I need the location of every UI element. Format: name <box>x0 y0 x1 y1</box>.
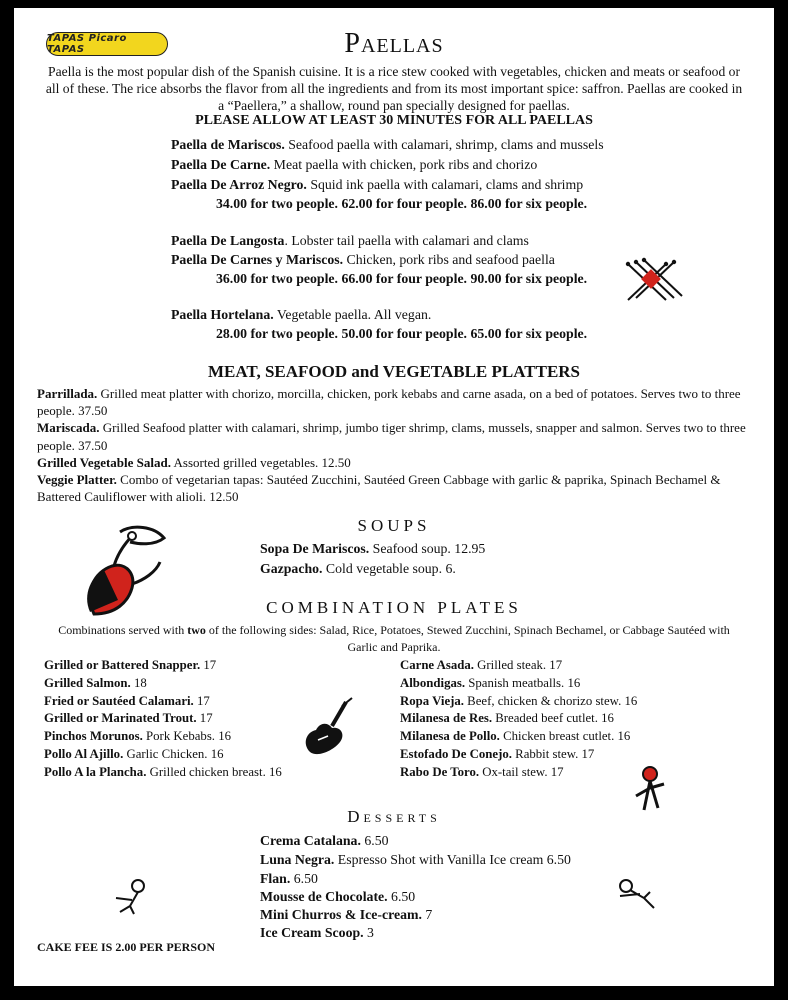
platter-item: Grilled Vegetable Salad. Assorted grilled vegetables. 12.50 <box>37 454 351 470</box>
combo-item: Estofado De Conejo. Rabbit stew. 17 <box>400 746 595 761</box>
combo-item: Pollo Al Ajillo. Garlic Chicken. 16 <box>44 746 224 761</box>
crossed-sticks-illustration <box>622 256 684 304</box>
combo-item: Milanesa de Pollo. Chicken breast cutlet. 16 <box>400 729 631 744</box>
soup-item: Sopa De Mariscos. Seafood soup. 12.95 <box>260 541 486 556</box>
combo-item: Ropa Vieja. Beef, chicken & chorizo stew. 16 <box>400 693 638 708</box>
dessert-item: Mini Churros & Ice-cream. 7 <box>260 907 433 922</box>
combos-note: Combinations served with two of the following sides: Salad, Rice, Potatoes, Stewed Zucchini, Spinach Bechamel, or Cabbage Sautéed with Garlic and Paprika. <box>58 623 730 654</box>
cake-fee-note: CAKE FEE IS 2.00 PER PERSON <box>37 940 216 954</box>
combos-left-column <box>44 657 282 782</box>
combo-item: Grilled or Marinated Trout. 17 <box>44 711 213 726</box>
combo-item: Fried or Sautéed Calamari. 17 <box>44 693 210 708</box>
platter-item: Veggie Platter. Combo of vegetarian tapas: Sautéed Zucchini, Sautéed Green Cabbage with garlic & paprika, Spinach Bechamel & Battered Cauliflower with alioli. 12.50 <box>37 472 721 505</box>
combo-item: Pinchos Morunos. Pork Kebabs. 16 <box>44 729 231 744</box>
desserts-heading: Desserts <box>347 807 441 826</box>
menu-item: Paella de Mariscos. Seafood paella with calamari, shrimp, clams and mussels <box>171 137 604 152</box>
menu-item: Paella De Arroz Negro. Squid ink paella with calamari, clams and shrimp <box>171 177 584 192</box>
right-dessert-figure-illustration <box>614 874 660 914</box>
platter-item: Mariscada. Grilled Seafood platter with calamari, shrimp, jumbo tiger shrimp, clams, mussels, snapper and salmon. Serves two to three people. 37.50 <box>37 420 746 453</box>
restaurant-logo: TAPAS Picaro TAPAS <box>46 32 168 56</box>
combo-item: Carne Asada. Grilled steak. 17 <box>400 658 563 672</box>
combos-right-column <box>400 657 637 782</box>
combo-item: Rabo De Toro. Ox-tail stew. 17 <box>400 764 564 779</box>
combo-item: Albondigas. Spanish meatballs. 16 <box>400 675 581 690</box>
dessert-item: Luna Negra. Espresso Shot with Vanilla Ice cream 6.50 <box>260 852 571 867</box>
combo-item: Pollo A la Plancha. Grilled chicken breast. 16 <box>44 764 282 779</box>
price-line: 34.00 for two people. 62.00 for four people. 86.00 for six people. <box>216 196 588 211</box>
price-line: 28.00 for two people. 50.00 for four people. 65.00 for six people. <box>216 326 588 341</box>
combo-item: Grilled or Battered Snapper. 17 <box>44 658 217 672</box>
menu-item: Paella De Langosta. Lobster tail paella with calamari and clams <box>171 233 529 248</box>
dessert-item: Mousse de Chocolate. 6.50 <box>260 889 416 904</box>
combo-item: Grilled Salmon. 18 <box>44 675 147 690</box>
platters-heading: MEAT, SEAFOOD and VEGETABLE PLATTERS <box>207 362 581 381</box>
dessert-item: Crema Catalana. 6.50 <box>260 833 389 848</box>
dessert-item: Ice Cream Scoop. 3 <box>260 925 374 940</box>
menu-item: Paella De Carne. Meat paella with chicken, pork ribs and chorizo <box>171 157 538 172</box>
menu-item: Paella De Carnes y Mariscos. Chicken, pork ribs and seafood paella <box>171 252 555 267</box>
combo-item: Milanesa de Res. Breaded beef cutlet. 16 <box>400 711 614 726</box>
soups-heading: SOUPS <box>357 516 431 535</box>
menu-page <box>14 8 774 986</box>
soup-item: Gazpacho. Cold vegetable soup. 6. <box>260 561 456 576</box>
price-line: 36.00 for two people. 66.00 for four people. 90.00 for six people. <box>216 271 588 286</box>
platters-list <box>37 385 752 505</box>
paella-intro: Paella is the most popular dish of the Spanish cuisine. It is a rice stew cooked with vegetables, chicken and meats or seafood or all of these. The rice absorbs the flavor from all the ingredients and from its most important spice: saffron. Paellas are cooked in a “Paellera,” a shallow, round pan specially designed for paellas. <box>45 64 743 113</box>
combos-heading: COMBINATION PLATES <box>266 598 522 617</box>
platter-item: Parrillada. Grilled meat platter with chorizo, morcilla, chicken, pork kebabs and carne asada, on a bed of potatoes. Serves two to three people. 37.50 <box>37 386 741 419</box>
dessert-item: Flan. 6.50 <box>260 871 318 886</box>
allow-notice: PLEASE ALLOW AT LEAST 30 MINUTES FOR ALL PAELLAS <box>195 113 593 128</box>
left-dessert-figure-illustration <box>110 876 150 916</box>
page-title: Paellas <box>344 28 444 59</box>
guitar-figure-illustration <box>300 692 356 758</box>
menu-item: Paella Hortelana. Vegetable paella. All vegan. <box>171 307 432 322</box>
